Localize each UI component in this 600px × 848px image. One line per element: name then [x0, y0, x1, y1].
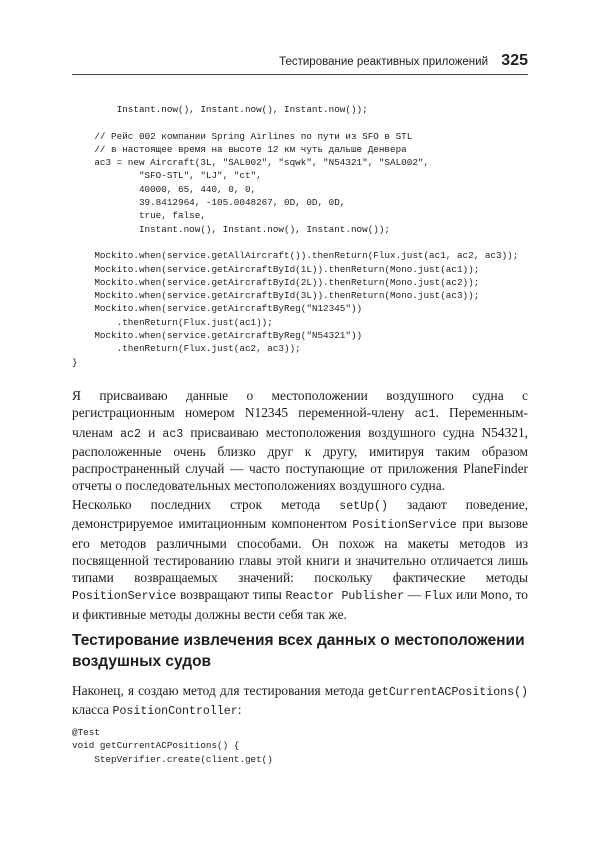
text-run: задают поведение, демонстрируемое имитационным компонентом [72, 497, 528, 532]
inline-code: ac3 [162, 427, 184, 441]
text-run: , то и фиктивные методы должны вести себя так же. [72, 587, 528, 622]
code-line: Instant.now(), Instant.now(), Instant.now()); [72, 223, 391, 235]
code-line: } [72, 356, 78, 368]
text-run: Я присваиваю данные о местоположении воздушного судна с регистрационным номером N12345 переменной-члену [72, 388, 528, 421]
text-run: — [404, 587, 425, 603]
text-run: и [140, 424, 163, 440]
running-header-title: Тестирование реактивных приложений [279, 56, 488, 68]
code-block-setup-mocks [72, 103, 518, 369]
code-line: Mockito.when(service.getAllAircraft()).thenReturn(Flux.just(ac1, ac2, ac3)); [72, 250, 519, 262]
inline-code: PositionController [112, 705, 238, 719]
text-run: класса [72, 702, 113, 718]
inline-code: Mono [480, 590, 509, 604]
code-line: "SFO-STL", "LJ", "ct", [72, 170, 262, 182]
code-line: ac3 = new Aircraft(3L, "SAL002", "sqwk", "N54321", "SAL002", [72, 157, 430, 169]
code-line: // в настоящее время на высоте 12 км чуть дальше Денвера [72, 143, 407, 155]
code-line: void getCurrentACPositions() { [72, 740, 240, 752]
code-line: Mockito.when(service.getAircraftById(1L)).thenReturn(Mono.just(ac1)); [72, 263, 480, 275]
code-line: // Рейс 002 компании Spring Airlines по пути из SFO в STL [72, 130, 413, 142]
inline-code: setUp() [339, 500, 388, 513]
text-run: возвращают типы [176, 587, 286, 603]
text-run: Несколько последних строк метода [72, 497, 340, 512]
inline-code: PositionService [352, 519, 457, 533]
text-run: . Переменным-членам [72, 405, 528, 440]
inline-code: ac2 [120, 427, 141, 441]
inline-code: Reactor Publisher [285, 590, 405, 604]
code-line: Mockito.when(service.getAircraftById(2L)).thenReturn(Mono.just(ac2)); [72, 276, 480, 288]
code-line: Mockito.when(service.getAircraftByReg("N54321")) [72, 330, 363, 342]
code-block-test-method [72, 726, 273, 766]
inline-code: getCurrentACPositions() [367, 686, 528, 699]
code-line: @Test [72, 727, 100, 738]
text-run: при вызове его методов различными способами. Он похож на макеты методов из посвященной тестированию главы этой книги и значительно отличается лишь типами возвращаемых значений: поскольку фактические методы [72, 516, 528, 586]
inline-code: ac1 [414, 408, 436, 422]
text-run: : [237, 702, 242, 718]
inline-code: PositionService [72, 590, 177, 604]
running-header [72, 52, 528, 75]
inline-code: Flux [424, 590, 453, 604]
code-line: .thenReturn(Flux.just(ac2, ac3)); [72, 343, 301, 355]
code-line: Instant.now(), Instant.now(), Instant.now()); [72, 104, 368, 115]
text-run: или [452, 587, 481, 603]
code-line: true, false, [72, 210, 206, 222]
code-line: Mockito.when(service.getAircraftByReg("N12345")) [72, 303, 363, 315]
code-line: 39.8412964, -105.0048267, 0D, 0D, 0D, [72, 197, 346, 209]
paragraph-mock-behavior [72, 496, 528, 623]
code-line: 40000, 65, 440, 0, 0, [72, 183, 257, 195]
code-line: StepVerifier.create(client.get() [72, 753, 273, 765]
paragraph-aircraft-positions [72, 387, 528, 495]
section-heading: Тестирование извлечения всех данных о местоположении воздушных судов [72, 632, 525, 670]
page-number: 325 [501, 52, 528, 69]
text-run: Наконец, я создаю метод для тестирования метода [72, 683, 368, 698]
text-run: присваиваю местоположения воздушного судна N54321, расположенные очень близко друг к другу, имитируя таким образом распространенный случай — часто поступающие от приложения PlaneFinder отчеты о последовательных местоположениях воздушного судна. [72, 424, 528, 494]
code-line: .thenReturn(Flux.just(ac1)); [72, 316, 273, 328]
paragraph-test-method-intro [72, 682, 528, 721]
code-line: Mockito.when(service.getAircraftById(3L)).thenReturn(Mono.just(ac3)); [72, 290, 480, 302]
